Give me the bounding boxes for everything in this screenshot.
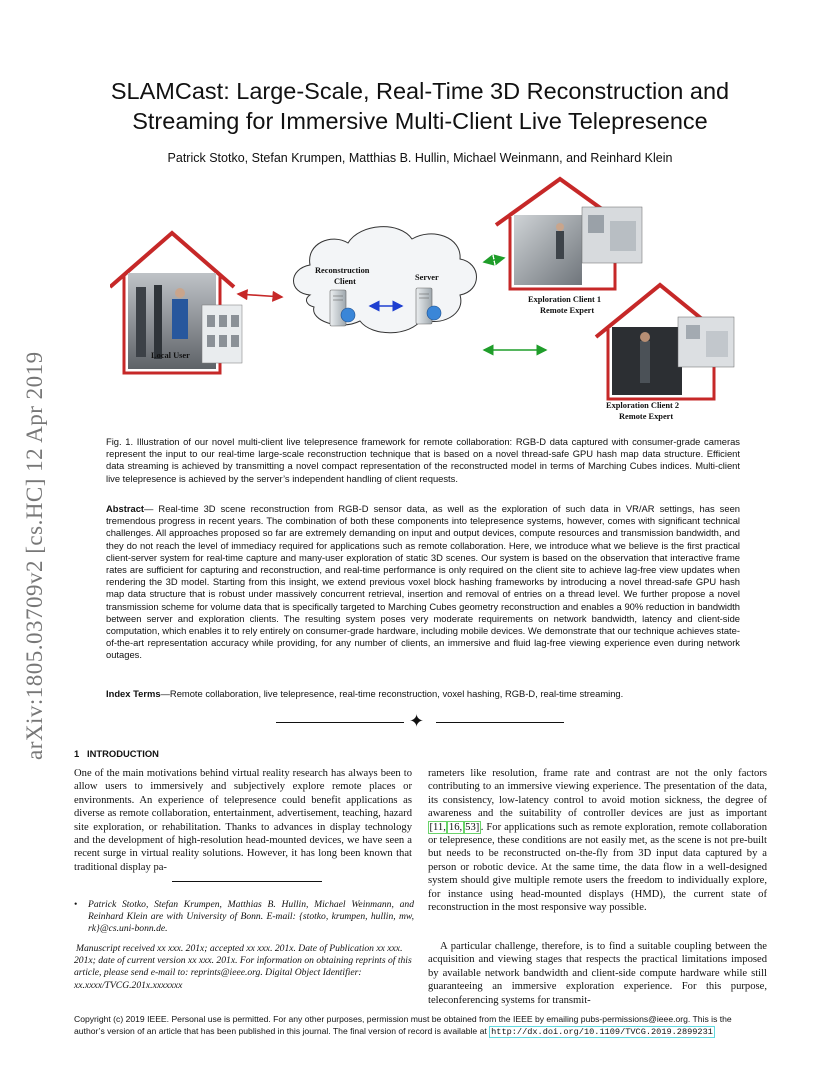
divider-ornament: ✦ [409,711,425,731]
abstract [106,503,740,662]
label-server: Server [415,273,439,282]
title-line-2: Streaming for Immersive Multi-Client Live Telepresence [132,108,708,134]
intro-left-column: One of the main motivations behind virtual reality research has always been to allow users to immersively and subjectively explore remote places or environments. An experience of telepresence could benefit applications as diverse as remote collaboration, entertainment, advertisement, teaching, hazard site exploration, or rehabilitation. Thanks to advances in display technology and the development of high-resolution head-mounted devices, we have seen a recent surge in virtual reality solutions. However, it has long been known that traditional display pa- [74,768,412,873]
doi-link[interactable]: http://dx.doi.org/10.1109/TVCG.2019.2899231 [491,1026,713,1037]
footnote-bullet: • [74,899,78,910]
local-user-arrow [238,294,282,297]
label-exploration-client-2-line1: Exploration Client 2 [606,401,680,410]
index-terms-text: —Remote collaboration, live telepresence, real-time reconstruction, voxel hashing, RGB-D, real-time streaming. [160,688,624,699]
section-title: INTRODUCTION [87,748,159,759]
paper-title [60,76,780,136]
figure-caption: Fig. 1. Illustration of our novel multi-client live telepresence framework for remote collaboration: RGB-D data captured with consumer-grade cameras represent the input to our real-time large-scale reconstruction technique that is based on a novel thread-safe GPU hash map data structure. Efficient data streaming is achieved by transmitting a novel compact representation of the reconstructed model in terms of Marching Cubes indices. Multi-client live telepresence is achieved by the server’s independent handling of client requests. [106,436,740,484]
abstract-label: Abstract [106,503,145,514]
author-list: Patrick Stotko, Stefan Krumpen, Matthias B. Hullin, Michael Weinmann, and Reinhard Klein [167,151,673,165]
section-heading [74,748,159,759]
index-terms [106,688,740,700]
teaser-figure [110,175,750,425]
exploration-client-1-house [496,179,642,289]
arxiv-identifier: arXiv:1805.03709v2 [cs.HC] 12 Apr 2019 [22,351,47,760]
citation-link[interactable]: 16, [448,821,463,833]
divider-rule-left [276,722,404,723]
index-terms-label: Index Terms [106,688,161,699]
footnote-rule [172,881,322,882]
label-exploration-client-1-line1: Exploration Client 1 [528,295,602,304]
label-local-user: Local User [151,351,190,360]
intro-right-text-a: rameters like resolution, frame rate and contrast are not the only factors contributing to an immersive viewing experience. The presentation of the data, its consistency, low-latency control to avoid motion sickness, the degree of awareness and the suitability of controller devices are just as important [428,768,767,820]
abstract-text: — Real-time 3D scene reconstruction from RGB-D sensor data, as well as the exploration of such data in VR/AR settings, has seen tremendous progress in recent years. The combination of both these components into telepresence systems, however, comes with significant technical challenges. All approaches proposed so far are extremely demanding on input and output devices, compute resources and transmission bandwidth, and they do not reach the level of immediacy required for applications such as remote collaboration. Here, we introduce what we believe is the first practical client-server system for real-time capture and many-user exploration of static 3D scenes. Our system is based on the observation that interactive frame rates are sufficient for capturing and reconstruction, and real-time performance is only required on the client site to achieve lag-free view updates when rendering the 3D model. Starting from this insight, we extend previous voxel block hashing frameworks by introducing a novel thread-safe GPU hash map data structure that is robust under massively concurrent retrieval, insertion and removal of entries on a thread level. We further propose a novel transmission scheme for volume data that is specifically targeted to Marching Cubes geometry reconstruction and enables a 90% reduction in bandwidth between server and exploration clients. The resulting system poses very moderate requirements on network bandwidth, latency and client-side computation, which enables it to rely entirely on consumer-grade hardware, including mobile devices. We demonstrate that our technique achieves state-of-the-art representation accuracy while providing, for any number of clients, an immersive and fluid lag-free viewing experience even during network outages. [106,503,740,661]
affiliation-footnote [74,899,414,936]
citation-link[interactable]: 53] [465,821,480,833]
section-divider [276,711,564,731]
exploration-client-1-photo [514,215,582,285]
exploration-client-1-arrow [484,258,504,262]
citation-link[interactable]: [11, [429,821,446,833]
exploration-client-2-house [596,285,734,399]
copyright-notice [74,1014,764,1038]
manuscript-info: Manuscript received xx xxx. 201x; accepted xx xxx. 201x. Date of Publication xx xxx. 201x; date of current version xx xxx. 201x. For information on obtaining reprints of this article, please send e-mail to: reprints@ieee.org. Digital Object Identifier: xx.xxxx/TVCG.201x.xxxxxxx [74,943,412,991]
label-exploration-client-2-line2: Remote Expert [619,412,674,421]
intro-right-column-paragraph-2: A particular challenge, therefore, is to find a suitable coupling between the acquisition and viewing stages that respects the practical limitations imposed by available network bandwidth and client-side compute hardware while still guaranteeing an immersive exploration experience. For this purpose, teleconferencing systems for transmit- [428,941,767,1006]
title-line-1: SLAMCast: Large-Scale, Real-Time 3D Reconstruction and [110,78,730,104]
footnote-text: Patrick Stotko, Stefan Krumpen, Matthias B. Hullin, Michael Weinmann, and Reinhard Klein are with University of Bonn. E-mail: {stotko, krumpen, hullin, mw, rk}@cs.uni-bonn.de. [88,899,414,935]
label-exploration-client-1-line2: Remote Expert [540,306,595,315]
section-number: 1 [74,748,80,759]
label-reconstruction-client-line2: Client [334,277,356,286]
copyright-text: Copyright (c) 2019 IEEE. Personal use is permitted. For any other purposes, permission must be obtained from the IEEE by emailing pubs-permissions@ieee.org. This is the author’s version of an article that has been published in this journal. The final version of record is available at [74,1014,732,1036]
intro-right-text-b: . For applications such as remote exploration, remote collaboration or telepresence, these conditions are not easily met, as the scene is not pre-built but needs to be reconstructed on-the-fly from 3D input data captured by a person or robotic device. At the same time, the data flow in a well-designed system should give multiple remote users the freedom to individually explore, for instance using head-mounted displays (HMD), the current state of reconstruction in the most responsive way possible. [428,821,767,914]
label-reconstruction-client-line1: Reconstruction [315,266,370,275]
intro-right-column [428,767,767,914]
cloud-shape [294,227,477,333]
divider-rule-right [436,722,564,723]
